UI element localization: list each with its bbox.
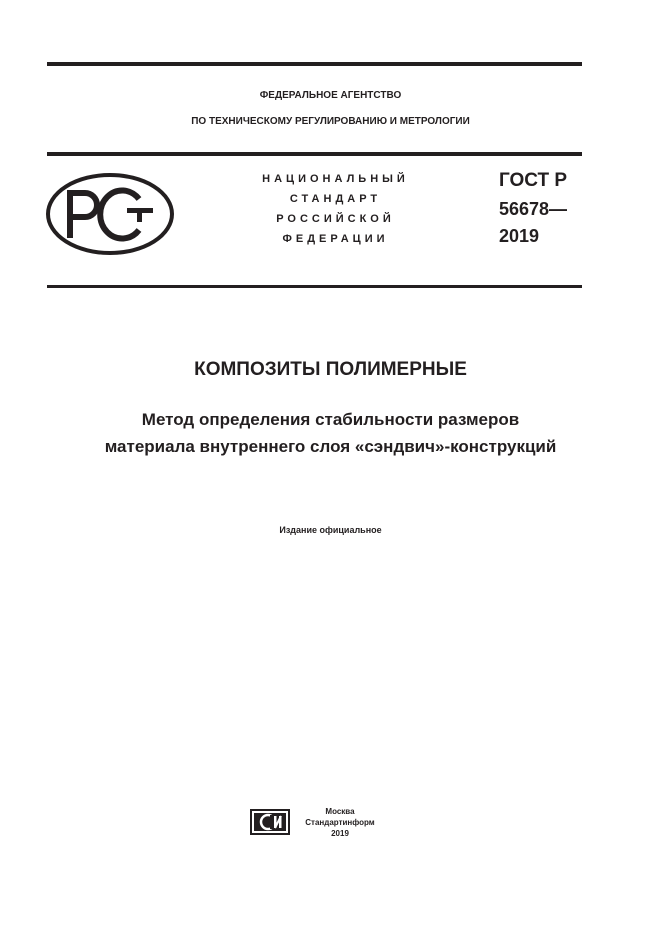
agency-line-1: ФЕДЕРАЛЬНОЕ АГЕНТСТВО — [259, 90, 402, 101]
document-subtitle-line-1: Метод определения стабильности размеров — [141, 410, 520, 429]
standard-kind-line-2: СТАНДАРТ — [289, 193, 382, 205]
standartinform-logo-icon — [250, 809, 290, 835]
rst-logo-icon — [45, 172, 175, 256]
edition-note: Издание официальное — [279, 525, 382, 535]
publisher-year: 2019 — [331, 829, 349, 838]
publisher-name: Стандартинформ — [305, 818, 375, 827]
publisher-city: Москва — [325, 807, 355, 816]
publisher-block — [300, 806, 380, 839]
bottom-rule — [47, 285, 582, 288]
document-subtitle-line-2: материала внутреннего слоя «сэндвич»-конструкций — [104, 437, 557, 456]
gost-name: ГОСТ Р — [499, 170, 568, 191]
standard-kind-line-1: НАЦИОНАЛЬНЫЙ — [262, 173, 409, 185]
gost-number: 56678— — [499, 199, 568, 219]
document-title: КОМПОЗИТЫ ПОЛИМЕРНЫЕ — [194, 359, 467, 380]
standard-kind-line-3: РОССИЙСКОЙ — [276, 213, 395, 225]
middle-rule — [47, 152, 582, 156]
gost-year: 2019 — [499, 226, 540, 246]
agency-line-2: ПО ТЕХНИЧЕСКОМУ РЕГУЛИРОВАНИЮ И МЕТРОЛОГИИ — [191, 116, 470, 127]
standard-kind-line-4: ФЕДЕРАЦИИ — [282, 233, 389, 245]
top-rule — [47, 62, 582, 66]
